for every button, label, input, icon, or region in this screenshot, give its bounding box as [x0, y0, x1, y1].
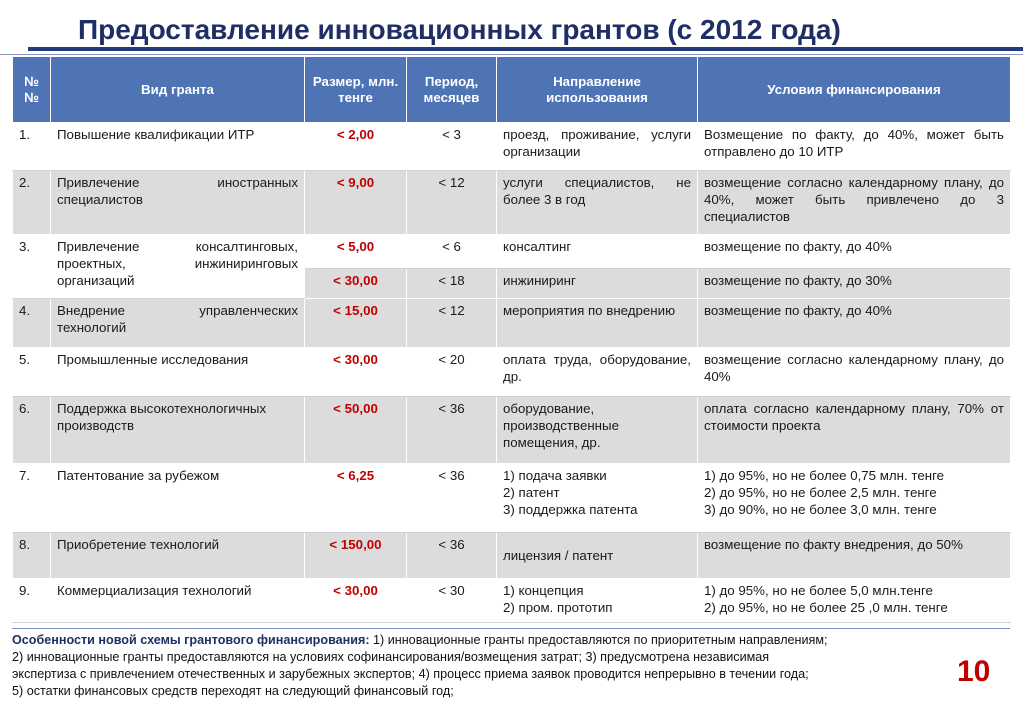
grant-type: Повышение квалификации ИТР	[51, 123, 305, 171]
footer-line: экспертиза с привлечением отечественных и зарубежных экспертов; 4) процесс приема заявок проводится непрерывно в течении года;	[12, 667, 809, 681]
grant-type: Патентование за рубежом	[51, 464, 305, 533]
row-num: 8.	[13, 533, 51, 579]
table-row	[13, 348, 1011, 397]
grant-period: < 30	[407, 579, 497, 623]
grant-period: < 20	[407, 348, 497, 397]
direction-item: 2) патент	[503, 485, 560, 500]
grant-conditions	[698, 464, 1011, 533]
grant-period: < 36	[407, 397, 497, 464]
grant-conditions	[698, 579, 1011, 623]
table-row	[13, 235, 1011, 269]
grant-period: < 3	[407, 123, 497, 171]
table-row	[13, 533, 1011, 579]
row-num: 6.	[13, 397, 51, 464]
grant-size: < 15,00	[305, 299, 407, 348]
row-num: 9.	[13, 579, 51, 623]
grant-type: Внедрение управленческих технологий	[51, 299, 305, 348]
grants-table	[12, 56, 1011, 623]
header-num: № №	[13, 57, 51, 123]
grant-direction: инжиниринг	[497, 269, 698, 299]
condition-item: 2) до 95%, но не более 25 ,0 млн. тенге	[704, 600, 948, 615]
grant-size: < 5,00	[305, 235, 407, 269]
row-num: 3.	[13, 235, 51, 299]
condition-item: 1) до 95%, но не более 0,75 млн. тенге	[704, 468, 945, 483]
grant-size: < 6,25	[305, 464, 407, 533]
grant-direction: проезд, проживание, услуги организации	[497, 123, 698, 171]
grant-conditions: возмещение по факту, до 30%	[698, 269, 1011, 299]
grant-direction: лицензия / патент	[497, 533, 698, 579]
grant-direction: оплата труда, оборудование, др.	[497, 348, 698, 397]
grant-size: < 9,00	[305, 171, 407, 235]
header-grant-type: Вид гранта	[51, 57, 305, 123]
grant-conditions: возмещение согласно календарному плану, до 40%	[698, 348, 1011, 397]
row-num: 4.	[13, 299, 51, 348]
grant-direction: консалтинг	[497, 235, 698, 269]
slide-title: Предоставление инновационных грантов (с 2012 года)	[78, 14, 841, 45]
table-header-row	[13, 57, 1011, 123]
grant-period: < 18	[407, 269, 497, 299]
row-num: 1.	[13, 123, 51, 171]
grant-period: < 36	[407, 464, 497, 533]
grant-period: < 6	[407, 235, 497, 269]
table-row	[13, 299, 1011, 348]
grant-size: < 150,00	[305, 533, 407, 579]
grant-size: < 30,00	[305, 348, 407, 397]
grant-size: < 30,00	[305, 579, 407, 623]
table-bottom-rule	[12, 628, 1010, 629]
grant-direction: оборудование, производственные помещения, др.	[497, 397, 698, 464]
grant-size: < 50,00	[305, 397, 407, 464]
direction-item: 3) поддержка патента	[503, 502, 638, 517]
row-num: 5.	[13, 348, 51, 397]
grant-conditions: возмещение по факту внедрения, до 50%	[698, 533, 1011, 579]
condition-item: 1) до 95%, но не более 5,0 млн.тенге	[704, 583, 933, 598]
header-period: Период, месяцев	[407, 57, 497, 123]
footer-line: 2) инновационные гранты предоставляются на условиях софинансирования/возмещения затрат; 3) предусмотрена независимая	[12, 650, 770, 664]
table-row	[13, 579, 1011, 623]
direction-item: 1) подача заявки	[503, 468, 607, 483]
grant-conditions: возмещение согласно календарному плану, до 40%, может быть привлечено до 3 специалистов	[698, 171, 1011, 235]
condition-item: 2) до 95%, но не более 2,5 млн. тенге	[704, 485, 937, 500]
grant-size: < 30,00	[305, 269, 407, 299]
table-row	[13, 123, 1011, 171]
grant-period: < 12	[407, 171, 497, 235]
grant-type: Промышленные исследования	[51, 348, 305, 397]
grant-period: < 36	[407, 533, 497, 579]
grant-direction: мероприятия по внедрению	[497, 299, 698, 348]
condition-item: 3) до 90%, но не более 3,0 млн. тенге	[704, 502, 937, 517]
header-size: Размер, млн. тенге	[305, 57, 407, 123]
footer-line	[12, 632, 947, 649]
grant-type: Привлечение консалтинговых, проектных, инжиниринговых организаций	[51, 235, 305, 299]
grant-type: Привлечение иностранных специалистов	[51, 171, 305, 235]
direction-item: 1) концепция	[503, 583, 584, 598]
grant-type: Коммерциализация технологий	[51, 579, 305, 623]
grant-direction	[497, 464, 698, 533]
footer-line: 5) остатки финансовых средств переходят на следующий финансовый год;	[12, 684, 454, 698]
title-underline-thin	[0, 54, 1023, 55]
row-num: 7.	[13, 464, 51, 533]
row-num: 2.	[13, 171, 51, 235]
header-conditions: Условия финансирования	[698, 57, 1011, 123]
grant-conditions: Возмещение по факту, до 40%, может быть отправлено до 10 ИТР	[698, 123, 1011, 171]
grant-size: < 2,00	[305, 123, 407, 171]
direction-item: 2) пром. прототип	[503, 600, 613, 615]
grant-conditions: возмещение по факту, до 40%	[698, 299, 1011, 348]
grant-direction	[497, 579, 698, 623]
grant-period: < 12	[407, 299, 497, 348]
grant-conditions: оплата согласно календарному плану, 70% от стоимости проекта	[698, 397, 1011, 464]
footer-heading: Особенности новой схемы грантового финансирования:	[12, 633, 370, 647]
footer-text: 1) инновационные гранты предоставляются по приоритетным направлениям;	[369, 633, 828, 647]
grant-type: Приобретение технологий	[51, 533, 305, 579]
grant-conditions: возмещение по факту, до 40%	[698, 235, 1011, 269]
title-underline	[28, 47, 1023, 51]
grant-type: Поддержка высокотехнологичных производств	[51, 397, 305, 464]
table-row	[13, 171, 1011, 235]
table-row	[13, 464, 1011, 533]
page-number: 10	[957, 655, 991, 688]
header-direction: Направление использования	[497, 57, 698, 123]
footer-notes	[12, 632, 947, 700]
grant-direction: услуги специалистов, не более 3 в год	[497, 171, 698, 235]
table-row	[13, 397, 1011, 464]
